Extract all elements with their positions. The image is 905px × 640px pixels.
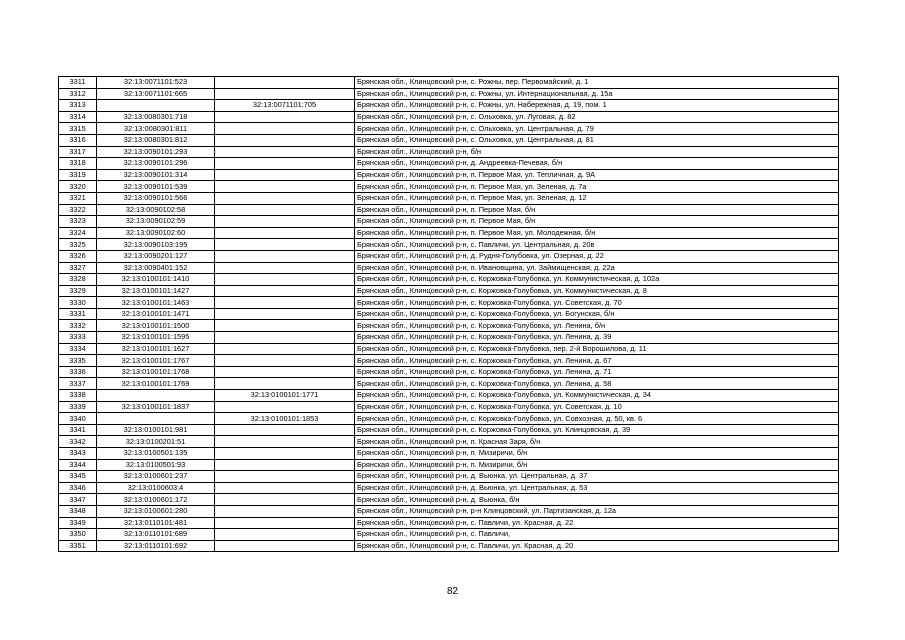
cadastral-number-alt-cell: 32:13:0100101:1771: [215, 390, 355, 402]
table-row: [59, 529, 839, 541]
address-cell: Брянская обл., Клинцовский р-н, п. Ивановщина, ул. Займищенская, д. 22а: [355, 262, 839, 274]
cadastral-number-alt-cell: [215, 285, 355, 297]
row-number-cell: 3326: [59, 250, 97, 262]
address-cell: Брянская обл., Клинцовский р-н, п. Первое Мая, ул. Молодежная, б/н: [355, 227, 839, 239]
row-number-cell: 3324: [59, 227, 97, 239]
table-row: [59, 181, 839, 193]
row-number-cell: 3328: [59, 274, 97, 286]
table-row: [59, 227, 839, 239]
cadastral-number-cell: 32:13:0100101:1627: [97, 343, 215, 355]
cadastral-number-alt-cell: [215, 274, 355, 286]
cadastral-number-alt-cell: [215, 517, 355, 529]
cadastral-number-cell: 32:13:0100101:1500: [97, 320, 215, 332]
table-row: [59, 100, 839, 112]
table-row: [59, 448, 839, 460]
address-cell: Брянская обл., Клинцовский р-н, д. Андреевка-Печевая, б/н: [355, 158, 839, 170]
cadastral-number-alt-cell: [215, 320, 355, 332]
row-number-cell: 3311: [59, 77, 97, 89]
address-cell: Брянская обл., Клинцовский р-н, с. Коржовка-Голубовка, ул. Ленина, б/н: [355, 320, 839, 332]
row-number-cell: 3347: [59, 494, 97, 506]
table-row: [59, 378, 839, 390]
table-row: [59, 320, 839, 332]
cadastral-number-cell: 32:13:0090103:195: [97, 239, 215, 251]
row-number-cell: 3348: [59, 505, 97, 517]
cadastral-number-alt-cell: [215, 181, 355, 193]
cadastral-number-alt-cell: [215, 494, 355, 506]
property-register-table: [58, 76, 839, 552]
address-cell: Брянская обл., Клинцовский р-н, с. Павличи, ул. Красная, д. 20: [355, 540, 839, 552]
cadastral-number-cell: 32:13:0090102:59: [97, 216, 215, 228]
cadastral-number-alt-cell: [215, 436, 355, 448]
row-number-cell: 3337: [59, 378, 97, 390]
address-cell: Брянская обл., Клинцовский р-н, с. Ольховка, ул. Центральная, д. 79: [355, 123, 839, 135]
table-row: [59, 540, 839, 552]
table-row: [59, 146, 839, 158]
address-cell: Брянская обл., Клинцовский р-н, с. Коржовка-Голубовка, ул. Ленина, д. 67: [355, 355, 839, 367]
address-cell: Брянская обл., Клинцовский р-н, с. Павличи,: [355, 529, 839, 541]
cadastral-number-cell: 32:13:0100101:1768: [97, 366, 215, 378]
row-number-cell: 3331: [59, 308, 97, 320]
table-row: [59, 471, 839, 483]
table-row: [59, 355, 839, 367]
cadastral-number-alt-cell: [215, 378, 355, 390]
table-row: [59, 250, 839, 262]
address-cell: Брянская обл., Клинцовский р-н, с. Коржовка-Голубовка, ул. Коммунистическая, д. 34: [355, 390, 839, 402]
table-row: [59, 192, 839, 204]
cadastral-number-alt-cell: [215, 529, 355, 541]
table-row: [59, 274, 839, 286]
table-row: [59, 88, 839, 100]
row-number-cell: 3342: [59, 436, 97, 448]
row-number-cell: 3319: [59, 169, 97, 181]
cadastral-number-cell: 32:13:0090201:127: [97, 250, 215, 262]
cadastral-number-alt-cell: [215, 448, 355, 460]
table-row: [59, 366, 839, 378]
cadastral-number-cell: [97, 100, 215, 112]
row-number-cell: 3344: [59, 459, 97, 471]
row-number-cell: 3339: [59, 401, 97, 413]
cadastral-number-alt-cell: [215, 250, 355, 262]
cadastral-number-alt-cell: [215, 505, 355, 517]
row-number-cell: 3315: [59, 123, 97, 135]
row-number-cell: 3333: [59, 332, 97, 344]
table-row: [59, 239, 839, 251]
cadastral-number-alt-cell: [215, 88, 355, 100]
cadastral-number-cell: 32:13:0100101:1837: [97, 401, 215, 413]
cadastral-number-cell: 32:13:0100603:4: [97, 482, 215, 494]
address-cell: Брянская обл., Клинцовский р-н, с. Коржовка-Голубовка, ул. Клинцовская, д. 39: [355, 424, 839, 436]
address-cell: Брянская обл., Клинцовский р-н, с. Рожны, пер. Первомайский, д. 1: [355, 77, 839, 89]
table-row: [59, 77, 839, 89]
address-cell: Брянская обл., Клинцовский р-н, с. Коржовка-Голубовка, ул. Богунская, б/н: [355, 308, 839, 320]
cadastral-number-cell: 32:13:0090102:58: [97, 204, 215, 216]
cadastral-number-cell: 32:13:0090401:152: [97, 262, 215, 274]
cadastral-number-alt-cell: [215, 111, 355, 123]
row-number-cell: 3330: [59, 297, 97, 309]
address-cell: Брянская обл., Клинцовский р-н, п. Мизиричи, б/н: [355, 459, 839, 471]
row-number-cell: 3320: [59, 181, 97, 193]
address-cell: Брянская обл., Клинцовский р-н, п. Первое Мая, б/н: [355, 216, 839, 228]
table-row: [59, 204, 839, 216]
address-cell: Брянская обл., Клинцовский р-н, с. Коржовка-Голубовка, ул. Советская, д. 10: [355, 401, 839, 413]
cadastral-number-cell: 32:13:0110101:481: [97, 517, 215, 529]
table-row: [59, 262, 839, 274]
row-number-cell: 3323: [59, 216, 97, 228]
cadastral-number-cell: 32:13:0080301:811: [97, 123, 215, 135]
cadastral-number-cell: 32:13:0090101:566: [97, 192, 215, 204]
cadastral-number-cell: 32:13:0100101:1595: [97, 332, 215, 344]
address-cell: Брянская обл., Клинцовский р-н, с. Коржовка-Голубовка, ул. Коммунистическая, д. 8: [355, 285, 839, 297]
cadastral-number-alt-cell: [215, 262, 355, 274]
cadastral-number-cell: 32:13:0100601:172: [97, 494, 215, 506]
cadastral-number-cell: 32:13:0090101:296: [97, 158, 215, 170]
cadastral-number-alt-cell: [215, 169, 355, 181]
cadastral-number-alt-cell: [215, 216, 355, 228]
address-cell: Брянская обл., Клинцовский р-н, п. Мизиричи, б/н: [355, 448, 839, 460]
row-number-cell: 3341: [59, 424, 97, 436]
address-cell: Брянская обл., Клинцовский р-н, с. Коржовка-Голубовка, ул. Ленина, д. 39: [355, 332, 839, 344]
address-cell: Брянская обл., Клинцовский р-н, с. Павличи, ул. Красная, д. 22: [355, 517, 839, 529]
cadastral-number-alt-cell: [215, 204, 355, 216]
address-cell: Брянская обл., Клинцовский р-н, п. Красная Заря, б/н: [355, 436, 839, 448]
row-number-cell: 3338: [59, 390, 97, 402]
cadastral-number-cell: [97, 413, 215, 425]
row-number-cell: 3313: [59, 100, 97, 112]
cadastral-number-alt-cell: [215, 471, 355, 483]
row-number-cell: 3343: [59, 448, 97, 460]
cadastral-number-alt-cell: [215, 77, 355, 89]
cadastral-number-cell: 32:13:0090101:293: [97, 146, 215, 158]
cadastral-number-alt-cell: [215, 134, 355, 146]
row-number-cell: 3350: [59, 529, 97, 541]
row-number-cell: 3314: [59, 111, 97, 123]
table-row: [59, 413, 839, 425]
cadastral-number-cell: [97, 390, 215, 402]
cadastral-number-cell: 32:13:0071101:665: [97, 88, 215, 100]
row-number-cell: 3329: [59, 285, 97, 297]
table-row: [59, 482, 839, 494]
cadastral-number-cell: 32:13:0100101:1427: [97, 285, 215, 297]
table-row: [59, 390, 839, 402]
cadastral-number-alt-cell: [215, 123, 355, 135]
cadastral-number-cell: 32:13:0071101:523: [97, 77, 215, 89]
table-row: [59, 332, 839, 344]
cadastral-number-cell: 32:13:0100101:1410: [97, 274, 215, 286]
table-row: [59, 158, 839, 170]
address-cell: Брянская обл., Клинцовский р-н, д. Рудня-Голубовка, ул. Озерная, д. 22: [355, 250, 839, 262]
address-cell: Брянская обл., Клинцовский р-н, д. Вьюнка, б/н: [355, 494, 839, 506]
cadastral-number-alt-cell: [215, 540, 355, 552]
cadastral-number-alt-cell: [215, 401, 355, 413]
table-row: [59, 308, 839, 320]
cadastral-number-cell: 32:13:0110101:692: [97, 540, 215, 552]
row-number-cell: 3321: [59, 192, 97, 204]
cadastral-number-cell: 32:13:0100601:237: [97, 471, 215, 483]
address-cell: Брянская обл., Клинцовский р-н, р-н Клинцовский, ул. Партизанская, д. 12а: [355, 505, 839, 517]
address-cell: Брянская обл., Клинцовский р-н, с. Коржовка-Голубовка, ул. Советская, д. 70: [355, 297, 839, 309]
table-row: [59, 517, 839, 529]
table-row: [59, 424, 839, 436]
row-number-cell: 3316: [59, 134, 97, 146]
address-cell: Брянская обл., Клинцовский р-н, п. Первое Мая, б/н: [355, 204, 839, 216]
address-cell: Брянская обл., Клинцовский р-н, с. Коржовка-Голубовка, ул. Коммунистическая, д. 102а: [355, 274, 839, 286]
cadastral-number-cell: 32:13:0100101:1769: [97, 378, 215, 390]
row-number-cell: 3340: [59, 413, 97, 425]
cadastral-number-alt-cell: [215, 355, 355, 367]
address-cell: Брянская обл., Клинцовский р-н, д. Вьюнка, ул. Центральная, д. 53: [355, 482, 839, 494]
table-row: [59, 459, 839, 471]
row-number-cell: 3349: [59, 517, 97, 529]
row-number-cell: 3322: [59, 204, 97, 216]
address-cell: Брянская обл., Клинцовский р-н, с. Коржовка-Голубовка, ул. Ленина, д. 58: [355, 378, 839, 390]
cadastral-number-cell: 32:13:0100101:1463: [97, 297, 215, 309]
address-cell: Брянская обл., Клинцовский р-н, с. Рожны, ул. Набережная, д. 19, пом. 1: [355, 100, 839, 112]
row-number-cell: 3325: [59, 239, 97, 251]
table-row: [59, 401, 839, 413]
address-cell: Брянская обл., Клинцовский р-н, п. Первое Мая, ул. Зеленая, д. 7а: [355, 181, 839, 193]
cadastral-number-alt-cell: [215, 482, 355, 494]
address-cell: Брянская обл., Клинцовский р-н, б/н: [355, 146, 839, 158]
row-number-cell: 3318: [59, 158, 97, 170]
cadastral-number-cell: 32:13:0090102:60: [97, 227, 215, 239]
address-cell: Брянская обл., Клинцовский р-н, с. Ольховка, ул. Луговая, д. 82: [355, 111, 839, 123]
table-row: [59, 343, 839, 355]
table-row: [59, 436, 839, 448]
cadastral-number-alt-cell: [215, 192, 355, 204]
cadastral-number-alt-cell: [215, 227, 355, 239]
cadastral-number-cell: 32:13:0100601:280: [97, 505, 215, 517]
row-number-cell: 3345: [59, 471, 97, 483]
cadastral-number-cell: 32:13:0100101:1767: [97, 355, 215, 367]
row-number-cell: 3351: [59, 540, 97, 552]
cadastral-number-cell: 32:13:0090101:314: [97, 169, 215, 181]
cadastral-number-cell: 32:13:0100501:93: [97, 459, 215, 471]
row-number-cell: 3335: [59, 355, 97, 367]
row-number-cell: 3334: [59, 343, 97, 355]
row-number-cell: 3327: [59, 262, 97, 274]
cadastral-number-cell: 32:13:0090101:539: [97, 181, 215, 193]
table-row: [59, 216, 839, 228]
row-number-cell: 3312: [59, 88, 97, 100]
table-body: [59, 77, 839, 552]
cadastral-number-cell: 32:13:0080301:812: [97, 134, 215, 146]
cadastral-number-alt-cell: [215, 297, 355, 309]
cadastral-number-alt-cell: [215, 424, 355, 436]
cadastral-number-cell: 32:13:0110101:689: [97, 529, 215, 541]
cadastral-number-alt-cell: [215, 332, 355, 344]
table-row: [59, 505, 839, 517]
cadastral-number-alt-cell: [215, 343, 355, 355]
cadastral-number-cell: 32:13:0100501:135: [97, 448, 215, 460]
cadastral-number-cell: 32:13:0100201:51: [97, 436, 215, 448]
address-cell: Брянская обл., Клинцовский р-н, с. Коржовка-Голубовка, пер. 2-й Ворошилова, д. 11: [355, 343, 839, 355]
address-cell: Брянская обл., Клинцовский р-н, д. Вьюнка, ул. Центральная, д. 37: [355, 471, 839, 483]
cadastral-number-cell: 32:13:0100101:1471: [97, 308, 215, 320]
table-row: [59, 134, 839, 146]
table-row: [59, 297, 839, 309]
address-cell: Брянская обл., Клинцовский р-н, с. Коржовка-Голубовка, ул. Совхозная, д. 50, кв. 6: [355, 413, 839, 425]
table-row: [59, 123, 839, 135]
cadastral-number-cell: 32:13:0100101:981: [97, 424, 215, 436]
cadastral-number-alt-cell: 32:13:0071101:705: [215, 100, 355, 112]
cadastral-number-alt-cell: [215, 239, 355, 251]
address-cell: Брянская обл., Клинцовский р-н, п. Первое Мая, ул. Тепличная, д. 9А: [355, 169, 839, 181]
row-number-cell: 3346: [59, 482, 97, 494]
address-cell: Брянская обл., Клинцовский р-н, с. Коржовка-Голубовка, ул. Ленина, д. 71: [355, 366, 839, 378]
address-cell: Брянская обл., Клинцовский р-н, с. Рожны, ул. Интернациональная, д. 15а: [355, 88, 839, 100]
row-number-cell: 3332: [59, 320, 97, 332]
table-row: [59, 285, 839, 297]
page-number: 82: [446, 586, 459, 597]
cadastral-number-alt-cell: [215, 146, 355, 158]
table-row: [59, 111, 839, 123]
table-row: [59, 169, 839, 181]
cadastral-number-alt-cell: [215, 366, 355, 378]
address-cell: Брянская обл., Клинцовский р-н, с. Ольховка, ул. Центральная, д. 81: [355, 134, 839, 146]
table-row: [59, 494, 839, 506]
cadastral-number-cell: 32:13:0080301:718: [97, 111, 215, 123]
cadastral-number-alt-cell: 32:13:0100101:1853: [215, 413, 355, 425]
row-number-cell: 3317: [59, 146, 97, 158]
address-cell: Брянская обл., Клинцовский р-н, п. Первое Мая, ул. Зеленая, д. 12: [355, 192, 839, 204]
cadastral-number-alt-cell: [215, 308, 355, 320]
address-cell: Брянская обл., Клинцовский р-н, с. Павличи, ул. Центральная, д. 20в: [355, 239, 839, 251]
cadastral-number-alt-cell: [215, 459, 355, 471]
row-number-cell: 3336: [59, 366, 97, 378]
cadastral-number-alt-cell: [215, 158, 355, 170]
